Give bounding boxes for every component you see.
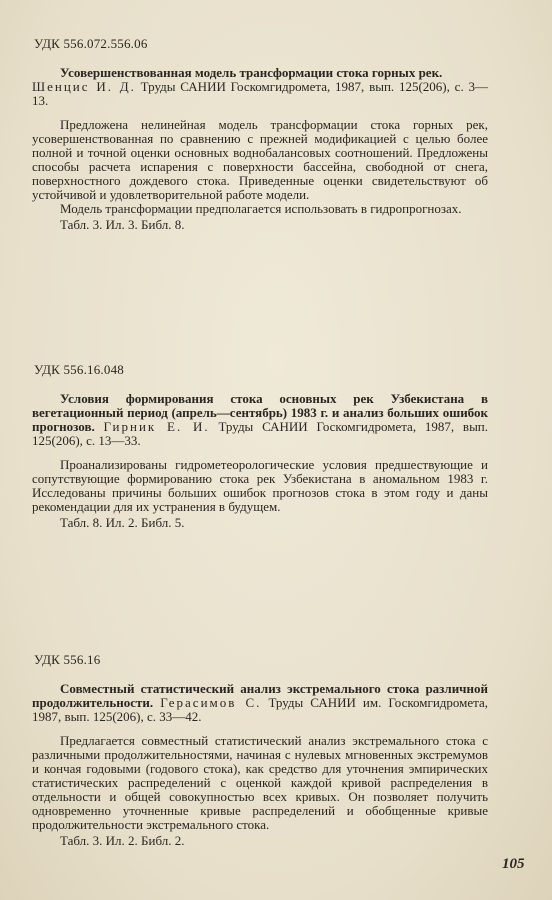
article-author: Шенцис И. Д.	[32, 79, 136, 94]
article-title: Совместный статистический анализ экстремального стока различной продолжительности.	[32, 681, 488, 710]
article-title: Усовершенствованная модель трансформации стока горных рек.	[60, 65, 443, 80]
abstract-paragraph: Предложена нелинейная модель трансформации стока горных рек, усовершенствованная по сравнению с прежней модификацией с целью более полной и точной оценки основных воднобалансовых соотношений. Предложены способы расчета испарения с поверхности бассейна, свободной от снега, поверхностного дождевого стока. Приведенные оценки свидетельствуют об устойчивой и удовлетворительной работе модели.	[32, 117, 488, 202]
article-heading	[32, 66, 488, 80]
article-tables-info: Табл. 3. Ил. 2. Библ. 2.	[60, 833, 185, 848]
article-tables-info: Табл. 8. Ил. 2. Библ. 5.	[60, 515, 185, 530]
udk-code: УДК 556.16	[34, 652, 101, 667]
article-author: Герасимов С.	[160, 695, 262, 710]
article-source: Труды САНИИ Госкомгидромета, 1987, вып. 125(206), с. 3—13.	[32, 79, 488, 108]
article-heading	[32, 392, 488, 448]
article-1	[32, 36, 488, 232]
article-author: Гирник Е. И.	[103, 419, 210, 434]
article-tables-info: Табл. 3. Ил. 3. Библ. 8.	[60, 217, 185, 232]
article-2	[32, 362, 488, 530]
article-reference	[32, 80, 488, 108]
abstract-paragraph: Проанализированы гидрометеорологические условия предшествующие и сопутствующие формированию стока рек Узбекистана в аномальном 1983 г. Исследованы причины больших ошибок прогнозов стока в этом году и даны рекомендации для их устранения в будущем.	[32, 457, 488, 514]
page-number: 105	[502, 856, 525, 872]
article-title: Условия формирования стока основных рек Узбекистана в вегетационный период (апрель—сентябрь) 1983 г. и анализ больших ошибок прогнозов.	[32, 391, 488, 434]
article-3	[32, 652, 488, 848]
abstract-paragraph: Предлагается совместный статистический анализ экстремального стока с различными продолжительностями, начиная с нулевых мгновенных экстремумов и кончая годовыми (годового стока), как средство для уточнения эмпирических статистических распределений с оценкой каждой кривой распределения в отдельности и общей совокупностью всех кривых. Он позволяет получить одновременно уточненные кривые распределений и обобщенные кривые продолжительности экстремального стока.	[32, 733, 488, 832]
article-source: Труды САНИИ Госкомгидромета, 1987, вып. 125(206), с. 13—33.	[32, 419, 489, 448]
udk-code: УДК 556.072.556.06	[34, 36, 148, 51]
article-source: Труды САНИИ им. Госкомгидромета, 1987, вып. 125(206), с. 33—42.	[32, 695, 489, 724]
article-heading	[32, 682, 488, 724]
udk-code: УДК 556.16.048	[34, 362, 124, 377]
abstract-paragraph: Модель трансформации предполагается использовать в гидропрогнозах.	[60, 201, 462, 216]
